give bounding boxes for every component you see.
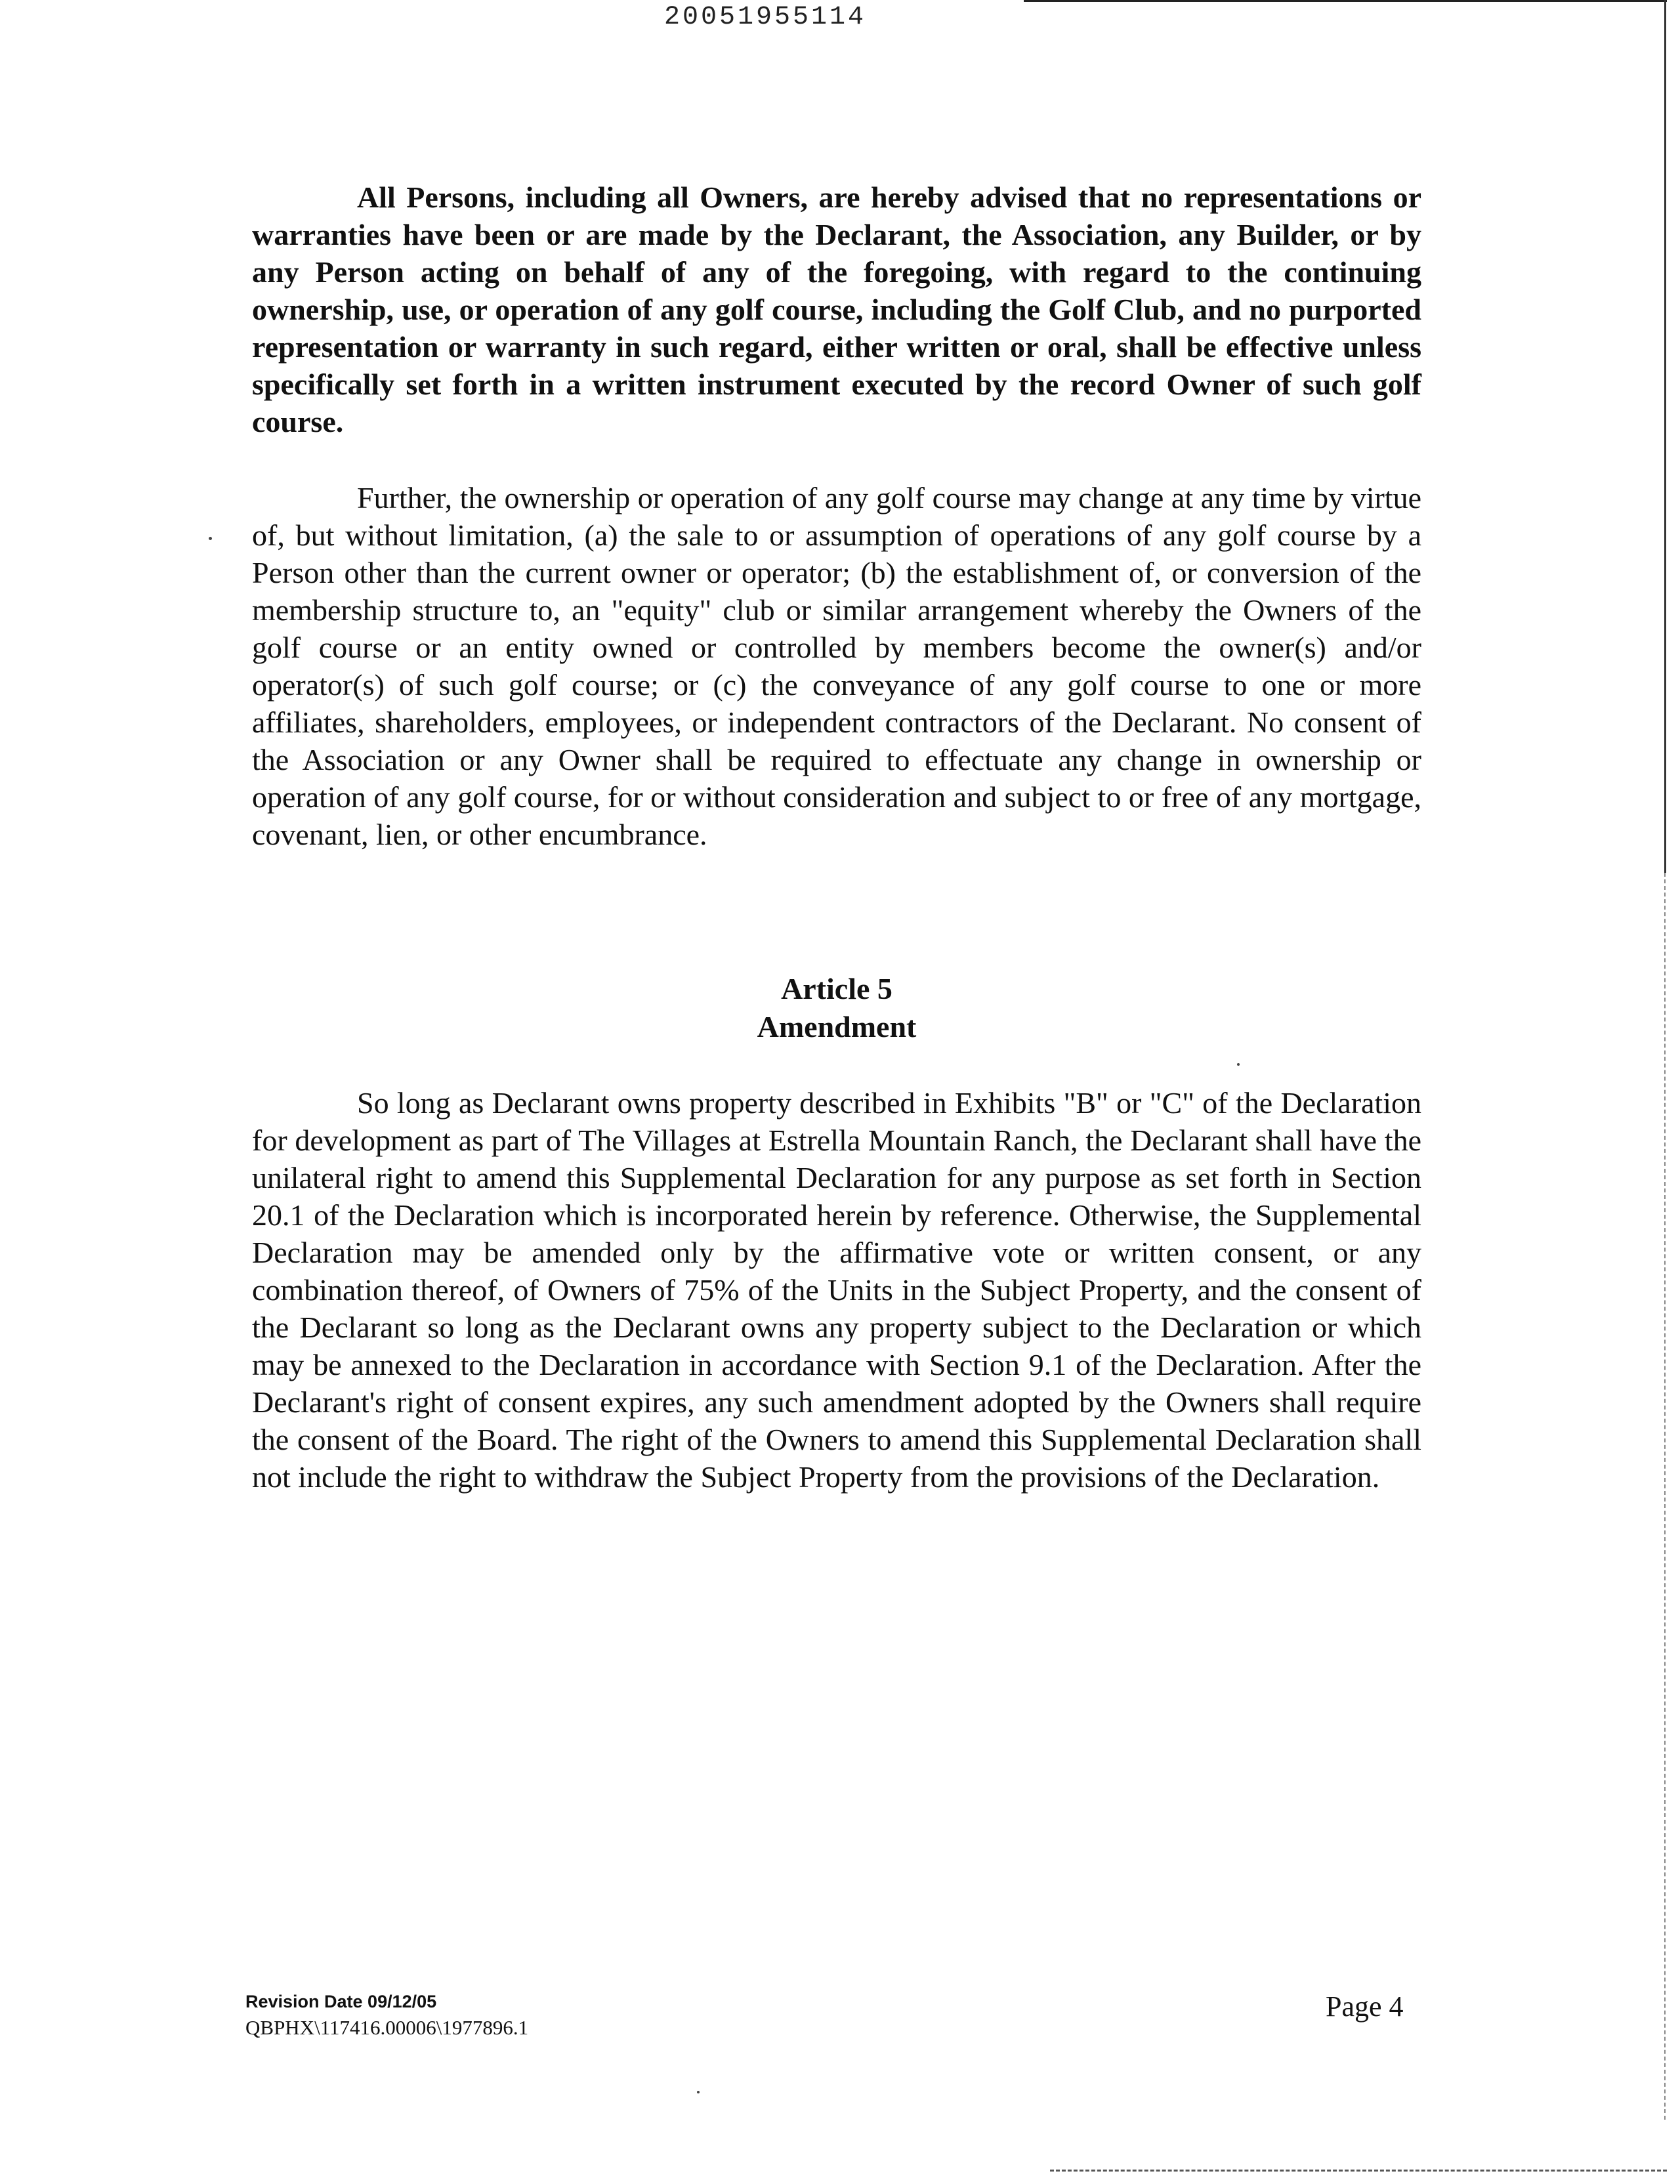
golf-course-ownership-paragraph: Further, the ownership or operation of any golf course may change at any time by virtue of, but without limitation, (a) the sale to or assumption of operations of any golf course by a Person other than the current owner or operator; (b) the establishment of, or conversion of the membership structure to, an "equity" club or similar arrangement whereby the Owners of the golf course or an entity owned or controlled by members become the owner(s) and/or operator(s) of such golf course; or (c) the conveyance of any golf course to one or more affiliates, shareholders, employees, or independent contractors of the Declarant. No consent of the Association or any Owner shall be required to effectuate any change in ownership or operation of any golf course, for or without consideration and subject to or free of any mortgage, covenant, lien, or other encumbrance. <box>252 481 1421 851</box>
article-number-heading: Article 5 <box>781 972 892 1005</box>
scan-speck <box>209 537 212 540</box>
page-number: Page 4 <box>1326 1990 1404 2023</box>
scan-speck <box>1237 1063 1240 1066</box>
golf-course-disclaimer-paragraph: All Persons, including all Owners, are hereby advised that no representations or warranties have been or are made by the Declarant, the Association, any Builder, or by any Person acting on behalf of any of the foregoing, with regard to the continuing ownership, use, or operation of any golf course, including the Golf Club, and no purported representation or warranty in such regard, either written or oral, shall be effective unless specifically set forth in a written instrument executed by the record Owner of such golf course. <box>252 180 1421 438</box>
scan-top-border <box>1024 0 1667 2</box>
amendment-paragraph: So long as Declarant owns property described in Exhibits "B" or "C" of the Declaration for development as part of The Villages at Estrella Mountain Ranch, the Declarant shall have the unilateral right to amend this Supplemental Declaration for any purpose as set forth in Section 20.1 of the Declaration which is incorporated herein by reference. Otherwise, the Supplemental Declaration may be amended only by the affirmative vote or written consent, or any combination thereof, of Owners of 75% of the Units in the Subject Property, and the consent of the Declarant so long as the Declarant owns any property subject to the Declaration or which may be annexed to the Declaration in accordance with Section 9.1 of the Declaration. After the Declarant's right of consent expires, any such amendment adopted by the Owners shall require the consent of the Board. The right of the Owners to amend this Supplemental Declaration shall not include the right to withdraw the Subject Property from the provisions of the Declaration. <box>252 1086 1421 1494</box>
document-number: 20051955114 <box>664 3 867 32</box>
article-title-heading: Amendment <box>757 1010 917 1043</box>
scan-right-border-dashed <box>1664 873 1666 2120</box>
scan-speck <box>697 2091 700 2093</box>
file-reference: QBPHX\117416.00006\1977896.1 <box>245 2016 529 2039</box>
footer-reference-block <box>245 1988 528 2041</box>
scan-right-border <box>1664 0 1666 873</box>
scan-bottom-border <box>1050 2170 1667 2172</box>
revision-date: Revision Date 09/12/05 <box>245 1992 437 2011</box>
